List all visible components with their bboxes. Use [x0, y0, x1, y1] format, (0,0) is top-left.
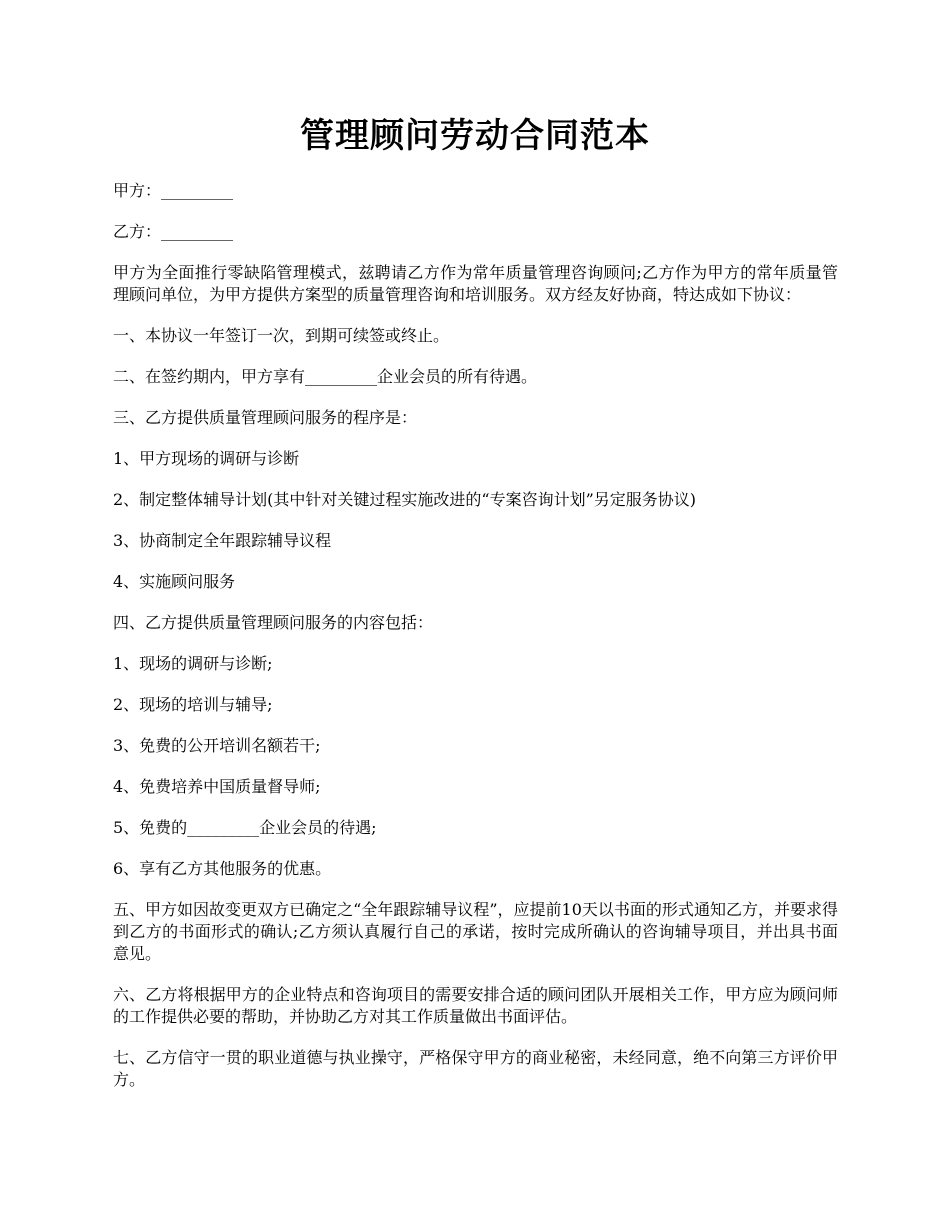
clause-4-item-2: 2、现场的培训与辅导; [113, 695, 273, 714]
clause-3-item-3: 3、协商制定全年跟踪辅导议程 [113, 531, 332, 550]
clause-5: 五、甲方如因故变更双方已确定之“全年跟踪辅导议程”，应提前10天以书面的形式通知乙方，并要求得到乙方的书面形式的确认;乙方须认真履行自己的承诺，按时完成所确认的咨询辅导项目，并出具书面意见。 [113, 900, 838, 963]
clause-4-item-6: 6、享有乙方其他服务的优惠。 [113, 859, 332, 878]
clause-4-heading: 四、乙方提供质量管理顾问服务的内容包括： [113, 613, 434, 632]
clause-3-heading: 三、乙方提供质量管理顾问服务的程序是： [113, 408, 418, 427]
clause-2: 二、在签约期内，甲方享有_________企业会员的所有待遇。 [113, 367, 538, 386]
document-body [113, 180, 838, 1110]
clause-4-item-5: 5、免费的_________企业会员的待遇; [113, 818, 377, 837]
clause-1: 一、本协议一年签订一次，到期可续签或终止。 [113, 326, 450, 345]
clause-4-item-1: 1、现场的调研与诊断; [113, 654, 273, 673]
clause-4-item-4: 4、免费培养中国质量督导师; [113, 777, 321, 796]
preamble-paragraph: 甲方为全面推行零缺陷管理模式，兹聘请乙方作为常年质量管理咨询顾问;乙方作为甲方的常年质量管理顾问单位，为甲方提供方案型的质量管理咨询和培训服务。双方经友好协商，特达成如下协议： [113, 263, 838, 304]
clause-3-item-4: 4、实施顾问服务 [113, 572, 236, 591]
document-title: 管理顾问劳动合同范本 [300, 116, 650, 156]
clause-7: 七、乙方信守一贯的职业道德与执业操守，严格保守甲方的商业秘密，未经同意，绝不向第三方评价甲方。 [113, 1048, 838, 1089]
clause-6: 六、乙方将根据甲方的企业特点和咨询项目的需要安排合适的顾问团队开展相关工作，甲方应为顾问师的工作提供必要的帮助，并协助乙方对其工作质量做出书面评估。 [113, 985, 838, 1026]
party-a-line: 甲方：_________ [113, 181, 234, 200]
clause-3-item-2: 2、制定整体辅导计划(其中针对关键过程实施改进的“专案咨询计划”另定服务协议) [113, 490, 697, 509]
clause-4-item-3: 3、免费的公开培训名额若干; [113, 736, 321, 755]
party-b-line: 乙方：_________ [113, 222, 234, 241]
clause-3-item-1: 1、甲方现场的调研与诊断 [113, 449, 300, 468]
